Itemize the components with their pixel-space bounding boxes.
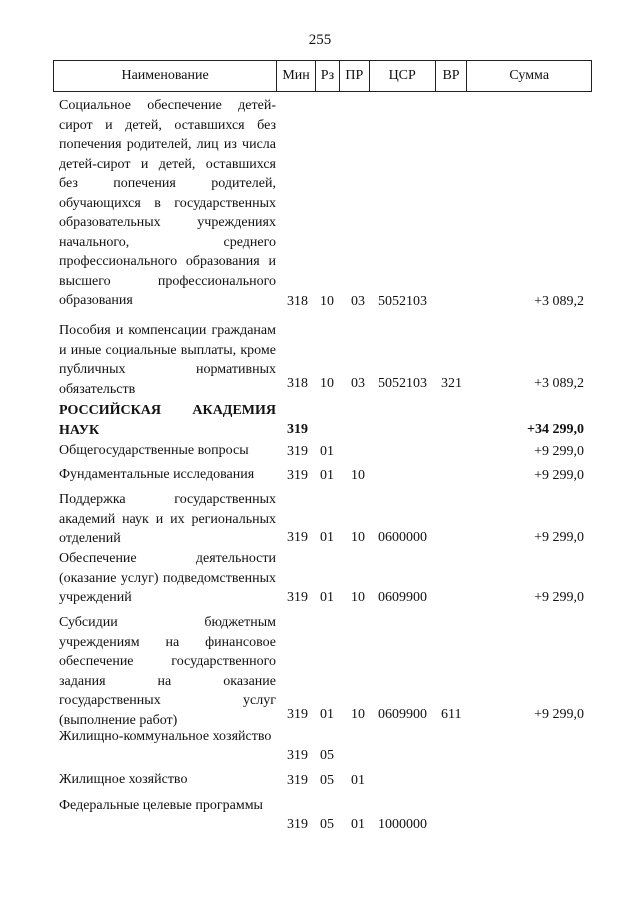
- row-name: Общегосударственные вопросы: [59, 443, 249, 458]
- row-sum: +9 299,0: [534, 529, 584, 545]
- row-rz: 05: [320, 772, 334, 788]
- row-pr: 01: [351, 816, 365, 832]
- row-min: 319: [287, 529, 308, 545]
- table-row: [53, 549, 592, 607]
- row-name: Федеральные целевые программы: [59, 798, 263, 813]
- row-name: Жилищное хозяйство: [59, 772, 188, 787]
- row-pr: 10: [351, 706, 365, 722]
- row-min: 319: [287, 772, 308, 788]
- row-min: 319: [287, 706, 308, 722]
- header-sum: Сумма: [509, 68, 550, 83]
- row-min: 319: [287, 589, 308, 605]
- row-sum: +3 089,2: [534, 293, 584, 309]
- row-sum: +9 299,0: [534, 443, 584, 459]
- header-min: Мин: [277, 61, 316, 91]
- table-row: [53, 96, 592, 311]
- header-name: Наименование: [54, 61, 277, 91]
- row-name: РОССИЙСКАЯ АКАДЕМИЯ НАУК: [59, 403, 276, 438]
- row-pr: 10: [351, 467, 365, 483]
- table-row: [53, 727, 592, 765]
- table-row: [53, 401, 592, 439]
- row-rz: 01: [320, 706, 334, 722]
- row-sum: +9 299,0: [534, 467, 584, 483]
- row-pr: 10: [351, 589, 365, 605]
- row-rz: 05: [320, 747, 334, 763]
- row-rz: 10: [320, 375, 334, 391]
- row-csr: 1000000: [378, 816, 427, 832]
- row-pr: 01: [351, 772, 365, 788]
- row-name: Пособия и компенсации гражданам и иные социальные выплаты, кроме публичных нормативных обязательств: [59, 323, 276, 397]
- row-csr: 5052103: [378, 375, 427, 391]
- row-sum: +9 299,0: [534, 589, 584, 605]
- header-vr: ВР: [436, 61, 468, 91]
- row-name: Поддержка государственных академий наук и их региональных отделений: [59, 492, 276, 546]
- row-rz: 01: [320, 589, 334, 605]
- header-pr: ПР: [340, 61, 370, 91]
- row-name: Жилищно-коммунальное хозяйство: [59, 729, 272, 744]
- row-csr: 0609900: [378, 589, 427, 605]
- row-min: 319: [287, 443, 308, 459]
- row-pr: 03: [351, 375, 365, 391]
- row-csr: 0600000: [378, 529, 427, 545]
- row-min: 318: [287, 375, 308, 391]
- table-header: [53, 60, 592, 92]
- row-name: Обеспечение деятельности (оказание услуг) подведомственных учреждений: [59, 551, 276, 605]
- row-sum: +34 299,0: [527, 421, 584, 437]
- table-row: [53, 465, 592, 485]
- row-min: 319: [287, 816, 308, 832]
- row-rz: 10: [320, 293, 334, 309]
- table-row: [53, 441, 592, 461]
- row-name: Фундаментальные исследования: [59, 467, 255, 482]
- row-rz: 01: [320, 443, 334, 459]
- row-name: Субсидии бюджетным учреждениям на финансовое обеспечение государственного задания на оказание государственных услуг (выполнение работ): [59, 615, 276, 728]
- row-sum: +9 299,0: [534, 706, 584, 722]
- row-rz: 01: [320, 467, 334, 483]
- table-row: [53, 613, 592, 728]
- table-row: [53, 490, 592, 547]
- row-rz: 01: [320, 529, 334, 545]
- row-pr: 03: [351, 293, 365, 309]
- row-vr: 611: [441, 706, 462, 722]
- row-rz: 05: [320, 816, 334, 832]
- table-row: [53, 770, 592, 790]
- row-sum: +3 089,2: [534, 375, 584, 391]
- row-csr: 0609900: [378, 706, 427, 722]
- row-min: 319: [287, 747, 308, 763]
- row-min: 319: [287, 467, 308, 483]
- table-row: [53, 321, 592, 397]
- table-row: [53, 796, 592, 834]
- row-min: 318: [287, 293, 308, 309]
- row-vr: 321: [441, 375, 462, 391]
- header-rz: Рз: [316, 61, 340, 91]
- row-name: Социальное обеспечение детей-сирот и детей, оставшихся без попечения родителей, лиц из числа детей-сирот и детей, оставшихся без попечения родителей, обучающихся в государственных образовательных учреждениях начального, среднего профессионального образования и высшего профессионального образования: [59, 98, 276, 308]
- row-csr: 5052103: [378, 293, 427, 309]
- row-pr: 10: [351, 529, 365, 545]
- row-min: 319: [287, 421, 308, 437]
- header-csr: ЦСР: [370, 61, 436, 91]
- page-number: 255: [308, 32, 332, 48]
